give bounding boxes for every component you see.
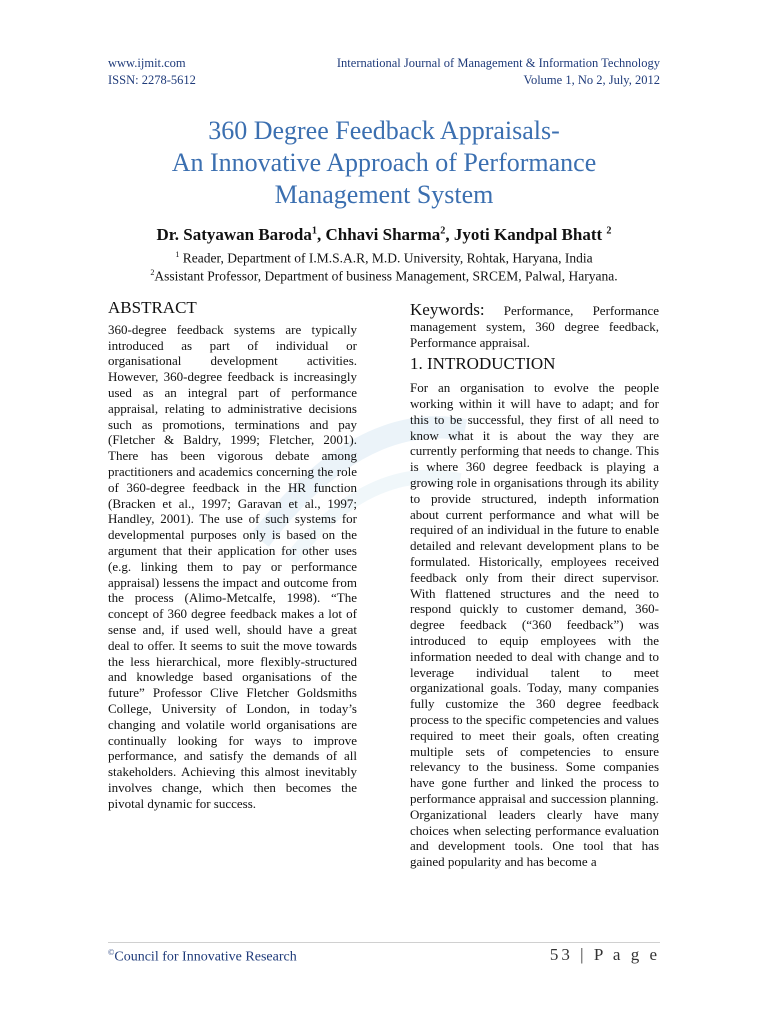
page-number: [550, 945, 660, 965]
author-list: [90, 225, 678, 245]
introduction-para-2: Organizational leaders clearly have many choices when selecting performance evaluation and development tools. One tool that has gained popularity and has become a: [410, 806, 659, 870]
header-left: [108, 55, 196, 89]
introduction-heading: 1. INTRODUCTION: [410, 354, 556, 374]
footer-publisher: [108, 948, 297, 966]
author-2: , Chhavi Sharma: [316, 225, 441, 244]
keywords-heading: Keywords:: [410, 300, 485, 319]
author-1-affil: 1: [311, 225, 317, 237]
left-column: [108, 300, 357, 812]
publisher-name: Council for Innovative Research: [114, 949, 297, 965]
keywords-text: Performance, Performance management system, 360 degree feedback, Performance appraisal.: [410, 303, 659, 350]
author-3-affil: 2: [606, 225, 612, 237]
footer-divider: [108, 942, 660, 943]
journal-name: International Journal of Management & Information Technology: [336, 56, 660, 70]
journal-website: www.ijmit.com: [108, 56, 186, 70]
affiliation-2-text: Assistant Professor, Department of business Management, SRCEM, Palwal, Haryana.: [154, 268, 618, 284]
affiliation-2: [90, 268, 678, 285]
page-number-value: 53: [549, 945, 573, 964]
journal-volume: Volume 1, No 2, July, 2012: [523, 73, 660, 87]
title-line-2: An Innovative Approach of Performance: [171, 148, 597, 177]
affiliation-1-mark: 1: [175, 250, 180, 259]
header-right: [337, 55, 660, 89]
affiliation-2-mark: 2: [150, 268, 155, 277]
author-3: , Jyoti Kandpal Bhatt: [445, 225, 607, 244]
affiliation-1-text: Reader, Department of I.M.S.A.R, M.D. University, Rohtak, Haryana, India: [179, 250, 593, 266]
title-line-3: Management System: [274, 180, 494, 209]
author-1: Dr. Satyawan Baroda: [156, 225, 312, 244]
journal-issn: ISSN: 2278-5612: [108, 73, 196, 87]
affiliation-1: [90, 250, 678, 267]
title-line-1: 360 Degree Feedback Appraisals-: [208, 116, 560, 145]
paper-title: [90, 115, 678, 211]
abstract-text: 360-degree feedback systems are typically introduced as part of individual or organisational development activities. However, 360-degree feedback is increasingly used as an integral part of performance appraisal, relating to administrative decisions such as promotions, terminations and pay (Fletcher & Baldry, 1999; Fletcher, 2001). There has been vigorous debate among practitioners and academics concerning the role of 360-degree feedback in the HR function (Bracken et al., 1997; Garavan et al., 1997; Handley, 2001). The use of such systems for developmental purposes only is based on the argument that their application for other uses (e.g. linking them to pay or performance appraisal) lessens the impact and outcome from the process (Alimo-Metcalfe, 1998). “The concept of 360 degree feedback makes a lot of sense and, if used well, should have a great deal to offer. It seems to suit the move towards the less hierarchical, more flexibly-structured and knowledge based organisations of the future” Professor Clive Fletcher Goldsmiths College, University of London, in today’s changing and volatile world organisations are continually looking for ways to improve performance, and satisfy the demands of all stakeholders. Achieving this almost inevitably involves change, which then becomes the pivotal dynamic for success.: [108, 321, 357, 811]
copyright-icon: ©: [108, 948, 115, 957]
abstract-heading: ABSTRACT: [108, 298, 197, 317]
page-label: | P a g e: [580, 945, 660, 964]
introduction-para-1: For an organisation to evolve the people working within it will have to adapt; and for this to be successful, they first of all need to know what it is about the way they are currently performing that needs to change. This is where 360 degree feedback is playing a growing role in organisations through its ability to provide structured, indepth information about current performance and what will be required of an individual in the future to enable detailed and relevant development plans to be formulated. Historically, employees received feedback only from their direct supervisor. With flattened structures and the need to respond quickly to customer demand, 360-degree feedback (“360 feedback”) was introduced to equip employees with the information needed to deal with change and to leverage individual talent to meet organizational goals. Today, many companies fully customize the 360 degree feedback process to the specific competencies and values required to meet their goals, often creating multiple sets of competencies to ensure relevancy to the business. Some companies have gone further and linked the process to performance appraisal and succession planning.: [410, 380, 659, 806]
keywords-block: [410, 302, 659, 350]
author-2-affil: 2: [440, 225, 446, 237]
right-column: [410, 302, 659, 870]
